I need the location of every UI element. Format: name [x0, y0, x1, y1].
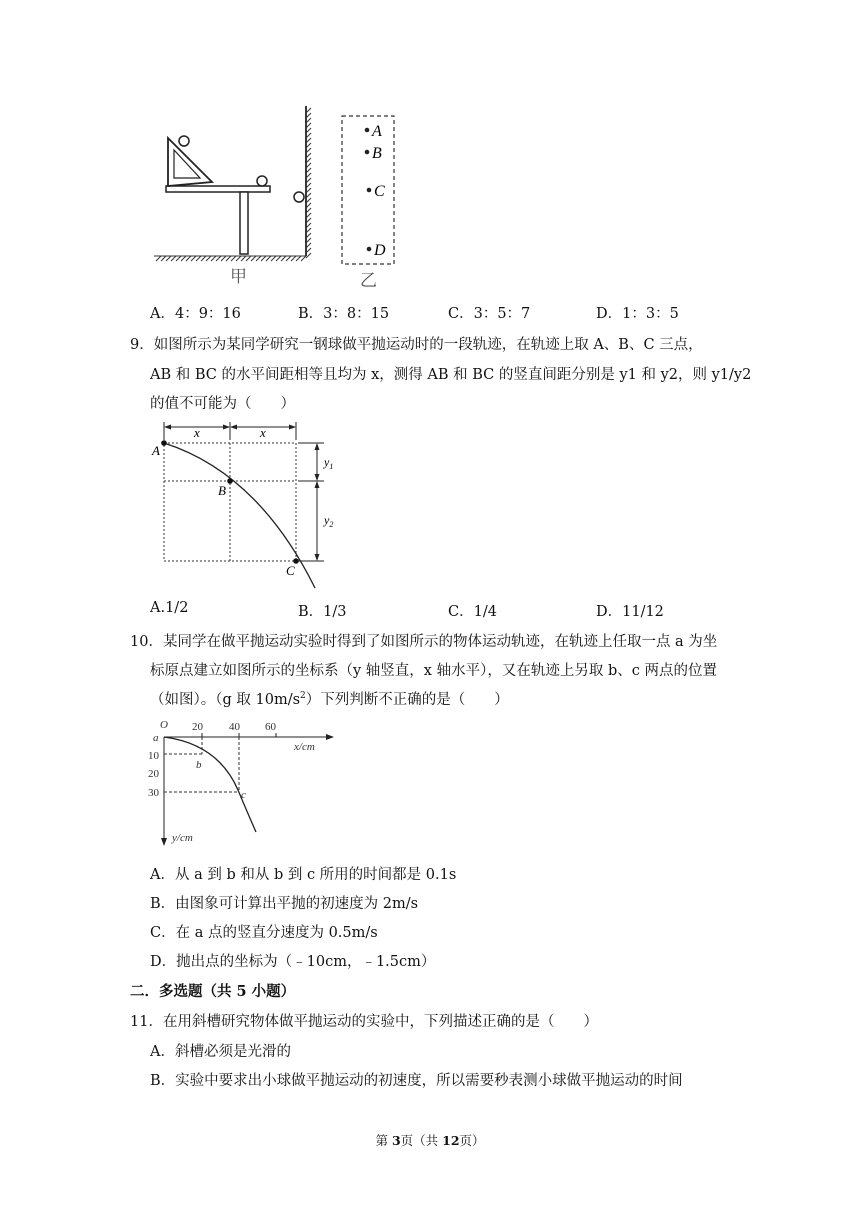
svg-text:y1: $y_1$	[324, 455, 334, 471]
section-heading-multi-choice: 二．多选题（共 5 小题）	[130, 983, 296, 1000]
q9-option-b: B．1/3	[298, 604, 347, 620]
page-footer: 第 3页（共 12页）	[375, 1133, 485, 1148]
table-leg	[240, 192, 248, 254]
q10-figure	[148, 714, 338, 850]
q8-option-c: C．3：5：7	[448, 306, 531, 322]
y-axis-label: y/cm	[172, 832, 193, 844]
incline-frame	[168, 138, 212, 186]
ground-hatching	[154, 256, 306, 261]
q10-option-b: B．由图象可计算出平抛的初速度为 2m/s	[150, 896, 419, 912]
label-y1: y	[324, 455, 330, 469]
point-B: B	[218, 483, 226, 498]
q9-option-c: C．1/4	[448, 604, 497, 620]
y-tick-10: 10	[148, 750, 159, 762]
q11-stem: 11．在用斜槽研究物体做平抛运动的实验中，下列描述正确的是（ ）	[130, 1014, 598, 1030]
q9-stem-line-2: AB 和 BC 的水平间距相等且均为 x，测得 AB 和 BC 的竖直间距分别是 y1 和 y2，则 y1/y2	[150, 367, 752, 383]
point-A: A	[152, 443, 160, 458]
ball-at-wall	[294, 192, 304, 202]
q8-option-a: A．4：9：16	[150, 306, 241, 322]
x-tick-60: 60	[265, 721, 276, 733]
q9-option-d: D．11/12	[596, 604, 664, 620]
q10-option-c: C．在 a 点的竖直分速度为 0.5m/s	[150, 925, 378, 941]
q10-option-d: D．抛出点的坐标为（﹣10cm，﹣1.5cm）	[150, 954, 436, 970]
q8-option-d: D．1：3：5	[596, 306, 679, 322]
point-c-label: c	[241, 789, 246, 801]
q9-option-a: A.1/2	[150, 600, 189, 616]
label-y2: y	[324, 513, 330, 527]
q9-figure	[148, 418, 338, 594]
x-tick-40: 40	[229, 721, 240, 733]
ball-on-table	[257, 176, 267, 186]
page-number: 3	[391, 1133, 401, 1148]
label-yi: 乙	[360, 271, 377, 290]
q8-option-b: B．3：8：15	[298, 306, 390, 322]
q10-stem-line-1: 10．某同学在做平抛运动实验时得到了如图所示的物体运动轨迹，在轨迹上任取一点 a 为坐	[130, 634, 718, 650]
point-D: D	[374, 242, 386, 259]
page-total: 12	[442, 1133, 460, 1148]
x-axis-label: x/cm	[294, 741, 315, 753]
point-C: C	[286, 563, 295, 578]
point-A: A	[372, 123, 382, 140]
point-C: C	[374, 183, 385, 200]
table-top	[166, 186, 270, 192]
point-b-label: b	[196, 759, 202, 771]
svg-text:y2: $y_2$	[324, 513, 334, 529]
q10-stem-line-3: （如图）。（g 取 $10m/s^2$）下列判断不正确的是（ ）	[150, 691, 509, 708]
point-a-label: a	[153, 732, 159, 744]
dim-x-1: x	[194, 425, 200, 440]
q11-option-b: B．实验中要求出小球做平抛运动的初速度，所以需要秒表测小球做平抛运动的时间	[150, 1073, 683, 1089]
trajectory-curve	[164, 737, 256, 832]
ball-on-incline	[179, 136, 189, 146]
q10-stem-line-2: 标原点建立如图所示的坐标系（y 轴竖直，x 轴水平），又在轨迹上另取 b、c 两点的位置	[150, 663, 717, 679]
dim-x-2: x	[260, 425, 266, 440]
label-jia: 甲	[230, 267, 247, 286]
point-B: B	[372, 145, 382, 162]
y-tick-30: 30	[148, 787, 159, 799]
q9-stem-line-3: 的值不可能为（ ）	[150, 396, 295, 412]
x-tick-20: 20	[192, 721, 203, 733]
q11-option-a: A．斜槽必须是光滑的	[150, 1044, 291, 1060]
y-tick-20: 20	[148, 768, 159, 780]
q9-stem-line-1: 9．如图所示为某同学研究一钢球做平抛运动时的一段轨迹，在轨迹上取 A、B、C 三点，	[130, 337, 703, 353]
q10-option-a: A．从 a 到 b 和从 b 到 c 所用的时间都是 0.1s	[150, 867, 457, 883]
q8-figure	[150, 100, 410, 295]
origin-label: O	[160, 719, 168, 731]
